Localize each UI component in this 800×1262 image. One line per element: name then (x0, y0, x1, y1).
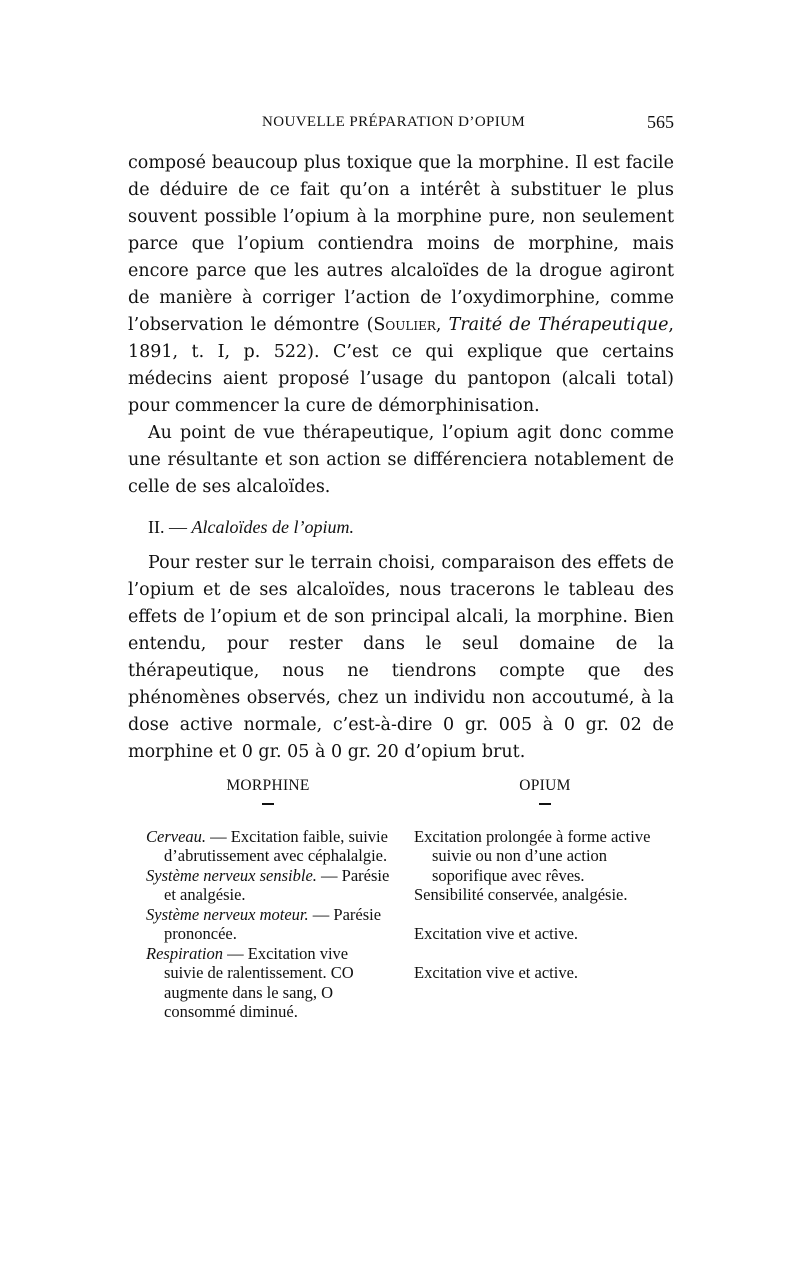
morphine-entry (146, 944, 390, 1022)
page-header (128, 114, 674, 140)
entry-label: Système nerveux sensible. (146, 865, 317, 885)
entry-text: — Excitation vive suivie de ralentissement. CO augmente dans le sang, O consommé diminué. (164, 943, 354, 1021)
opium-column (414, 776, 676, 983)
paragraph-1 (128, 150, 674, 420)
cited-work-title: Traité de Thérapeutique (448, 315, 669, 335)
opium-entry: Excitation prolongée à forme active suivie ou non d’une action soporifique avec rêves. (414, 826, 651, 885)
opium-entry: Excitation vive et active. (414, 924, 579, 943)
section-number: II. — (148, 517, 192, 537)
header-dash (262, 803, 274, 805)
morphine-entry (146, 866, 390, 905)
paragraph-2: Au point de vue thérapeutique, l’opium agit donc comme une résultante et son action se différenciera notablement de celle de ses alcaloïdes. (128, 423, 674, 497)
morphine-header: MORPHINE (226, 777, 310, 794)
entry-text: — Excitation faible, suivie d’abrutissement avec céphalalgie. (164, 826, 388, 865)
opium-entry: Sensibilité conservée, analgésie. (414, 885, 628, 904)
morphine-entry (146, 905, 390, 944)
comma: , (435, 315, 449, 335)
comparison-table (146, 776, 676, 1046)
section-heading (128, 514, 674, 541)
entry-label: Système nerveux moteur. (146, 904, 309, 924)
morphine-column (146, 776, 390, 1022)
entry-text: — Parésie prononcée. (164, 904, 382, 943)
paragraph-3: Pour rester sur le terrain choisi, comparaison des effets de l’opium et de ses alcaloïdes, nous tracerons le tableau des effets de l’opium et de son principal alcali, la morphine. Bien entendu, pour rester dans le seul domaine de la thérapeutique, nous ne tiendrons compte que des phénomènes observés, chez un individu non accoutumé, à la dose active normale, c’est-à-dire 0 gr. 005 à 0 gr. 02 de morphine et 0 gr. 05 à 0 gr. 20 d’opium brut. (128, 553, 674, 762)
morphine-entry (146, 827, 390, 866)
author-name: Soulier (373, 315, 436, 335)
entry-text: — Parésie et analgésie. (164, 865, 390, 904)
paragraph-1-text-a: composé beaucoup plus toxique que la morphine. Il est facile de déduire de ce fait qu’on a intérêt à substituer le plus souvent possible l’opium à la morphine pure, non seulement parce que l’opium contiendra moins de morphine, mais encore parce que les autres alcaloïdes de la drogue agiront de manière à corriger l’action de l’oxydimorphine, comme l’observation le démontre ( (128, 153, 674, 335)
entry-label: Respiration (146, 943, 223, 963)
opium-entry: Excitation vive et active. (414, 963, 579, 982)
section-title: Alcaloïdes de l’opium. (191, 517, 354, 537)
main-text (128, 150, 674, 766)
header-dash (539, 803, 551, 805)
running-title: NOUVELLE PRÉPARATION D’OPIUM (262, 114, 526, 130)
opium-header: OPIUM (519, 777, 571, 794)
page-number: 565 (647, 112, 674, 132)
paragraph-1-text-b: , 1891, t. I, p. 522). C’est ce qui explique que certains médecins aient proposé l’usage du pantopon (alcali total) pour commencer la cure de démorphinisation. (128, 315, 674, 416)
entry-label: Cerveau. (146, 826, 207, 846)
